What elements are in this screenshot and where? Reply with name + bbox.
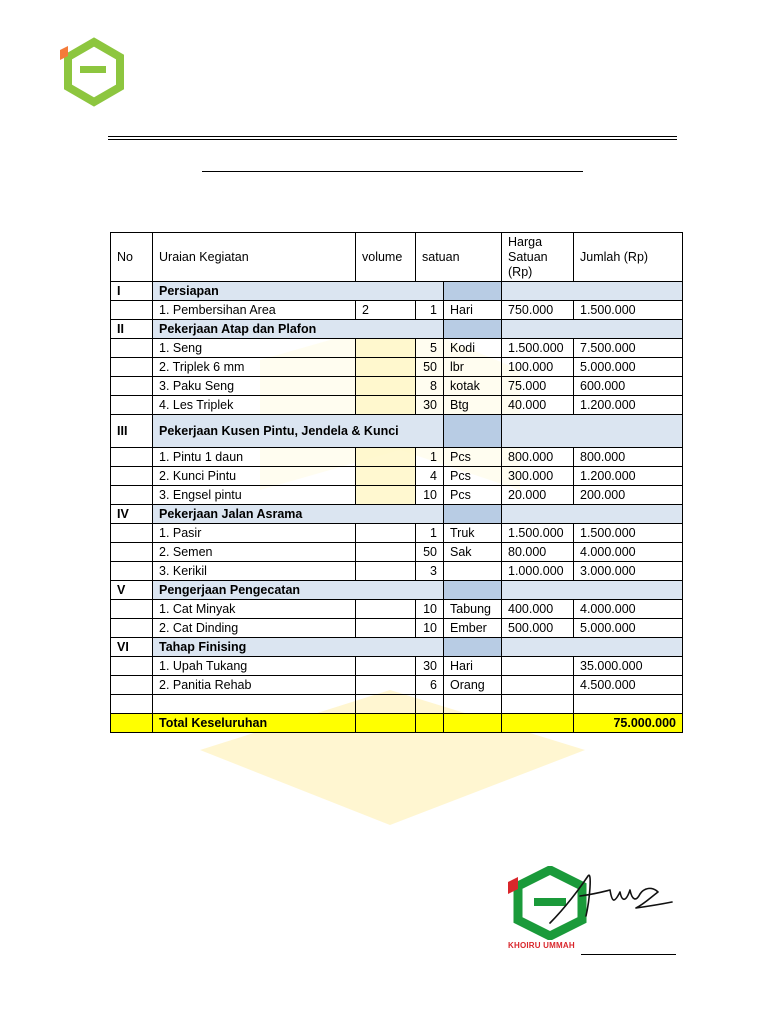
item-unit-price: 1.000.000 <box>502 562 574 581</box>
table-row <box>111 377 683 396</box>
item-unit: Pcs <box>444 448 502 467</box>
item-unit-price: 300.000 <box>502 467 574 486</box>
row-number <box>111 448 153 467</box>
item-description: 1. Pembersihan Area <box>153 301 356 320</box>
total-spacer <box>111 714 153 733</box>
item-volume <box>356 448 416 467</box>
item-description: 2. Triplek 6 mm <box>153 358 356 377</box>
section-number: I <box>111 282 153 301</box>
section-row <box>111 320 683 339</box>
item-description: 4. Les Triplek <box>153 396 356 415</box>
section-row <box>111 415 683 448</box>
item-unit: Btg <box>444 396 502 415</box>
item-total <box>574 695 683 714</box>
row-number <box>111 486 153 505</box>
item-quantity: 10 <box>416 619 444 638</box>
item-quantity: 1 <box>416 448 444 467</box>
item-total: 600.000 <box>574 377 683 396</box>
table-row <box>111 619 683 638</box>
table-row <box>111 301 683 320</box>
item-total: 4.000.000 <box>574 600 683 619</box>
table-row <box>111 358 683 377</box>
section-row <box>111 638 683 657</box>
total-row <box>111 714 683 733</box>
section-number: II <box>111 320 153 339</box>
item-volume <box>356 657 416 676</box>
item-total: 1.200.000 <box>574 467 683 486</box>
total-spacer <box>444 714 502 733</box>
item-total: 1.500.000 <box>574 524 683 543</box>
item-quantity <box>416 695 444 714</box>
item-unit-price: 100.000 <box>502 358 574 377</box>
item-total: 4.500.000 <box>574 676 683 695</box>
item-unit: Pcs <box>444 467 502 486</box>
row-number <box>111 676 153 695</box>
item-volume <box>356 467 416 486</box>
section-number: III <box>111 415 153 448</box>
item-unit: Pcs <box>444 486 502 505</box>
item-volume <box>356 486 416 505</box>
section-fill <box>502 505 683 524</box>
table-row <box>111 676 683 695</box>
item-quantity: 5 <box>416 339 444 358</box>
section-row <box>111 282 683 301</box>
section-row <box>111 505 683 524</box>
total-spacer <box>416 714 444 733</box>
row-number <box>111 543 153 562</box>
row-number <box>111 524 153 543</box>
item-unit-price <box>502 695 574 714</box>
item-unit-price: 80.000 <box>502 543 574 562</box>
item-unit: Orang <box>444 676 502 695</box>
row-number <box>111 339 153 358</box>
item-total: 5.000.000 <box>574 619 683 638</box>
item-description: 3. Engsel pintu <box>153 486 356 505</box>
item-total: 800.000 <box>574 448 683 467</box>
item-volume <box>356 543 416 562</box>
table-row <box>111 396 683 415</box>
item-unit-price: 75.000 <box>502 377 574 396</box>
item-unit-price <box>502 676 574 695</box>
total-spacer <box>356 714 416 733</box>
item-volume <box>356 396 416 415</box>
item-volume <box>356 695 416 714</box>
row-number <box>111 562 153 581</box>
row-number <box>111 358 153 377</box>
table-row <box>111 543 683 562</box>
section-number: VI <box>111 638 153 657</box>
section-marker <box>444 638 502 657</box>
handwritten-signature <box>540 868 675 928</box>
item-unit-price: 1.500.000 <box>502 339 574 358</box>
row-number <box>111 657 153 676</box>
item-description: 1. Upah Tukang <box>153 657 356 676</box>
item-description: 2. Panitia Rehab <box>153 676 356 695</box>
item-total: 5.000.000 <box>574 358 683 377</box>
item-unit: Tabung <box>444 600 502 619</box>
item-volume <box>356 524 416 543</box>
item-total: 35.000.000 <box>574 657 683 676</box>
title-underline <box>202 171 583 172</box>
item-unit: Ember <box>444 619 502 638</box>
section-title: Pengerjaan Pengecatan <box>153 581 444 600</box>
row-number <box>111 619 153 638</box>
item-quantity: 50 <box>416 543 444 562</box>
item-description: 1. Pintu 1 daun <box>153 448 356 467</box>
section-title: Persiapan <box>153 282 444 301</box>
item-total: 1.200.000 <box>574 396 683 415</box>
section-marker <box>444 505 502 524</box>
item-quantity: 3 <box>416 562 444 581</box>
item-description: 2. Semen <box>153 543 356 562</box>
item-unit <box>444 695 502 714</box>
item-description: 3. Paku Seng <box>153 377 356 396</box>
table-row <box>111 524 683 543</box>
item-quantity: 4 <box>416 467 444 486</box>
section-marker <box>444 282 502 301</box>
item-volume <box>356 339 416 358</box>
item-total: 1.500.000 <box>574 301 683 320</box>
item-unit: kotak <box>444 377 502 396</box>
item-total: 3.000.000 <box>574 562 683 581</box>
row-number <box>111 301 153 320</box>
item-volume <box>356 377 416 396</box>
table-row <box>111 600 683 619</box>
item-unit: Hari <box>444 657 502 676</box>
item-unit: Kodi <box>444 339 502 358</box>
item-quantity: 10 <box>416 600 444 619</box>
section-title: Pekerjaan Atap dan Plafon <box>153 320 444 339</box>
item-description: 1. Cat Minyak <box>153 600 356 619</box>
section-fill <box>502 282 683 301</box>
item-total: 200.000 <box>574 486 683 505</box>
item-description <box>153 695 356 714</box>
row-number <box>111 377 153 396</box>
item-quantity: 30 <box>416 657 444 676</box>
section-number: IV <box>111 505 153 524</box>
item-unit <box>444 562 502 581</box>
table-row <box>111 467 683 486</box>
table-row <box>111 486 683 505</box>
item-description: 1. Pasir <box>153 524 356 543</box>
row-number <box>111 695 153 714</box>
header-uraian: Uraian Kegiatan <box>153 233 356 282</box>
total-label: Total Keseluruhan <box>153 714 356 733</box>
item-volume <box>356 358 416 377</box>
item-unit-price: 400.000 <box>502 600 574 619</box>
item-volume: 2 <box>356 301 416 320</box>
item-unit-price: 20.000 <box>502 486 574 505</box>
brand-name: KHOIRU UMMAH <box>508 941 575 950</box>
item-description: 3. Kerikil <box>153 562 356 581</box>
section-row <box>111 581 683 600</box>
item-volume <box>356 562 416 581</box>
item-quantity: 10 <box>416 486 444 505</box>
item-unit-price: 750.000 <box>502 301 574 320</box>
header-no: No <box>111 233 153 282</box>
section-marker <box>444 320 502 339</box>
table-row <box>111 657 683 676</box>
header-harga: Harga Satuan (Rp) <box>502 233 574 282</box>
row-number <box>111 467 153 486</box>
table-row <box>111 695 683 714</box>
item-quantity: 8 <box>416 377 444 396</box>
section-fill <box>502 320 683 339</box>
item-quantity: 1 <box>416 301 444 320</box>
section-number: V <box>111 581 153 600</box>
item-unit-price <box>502 657 574 676</box>
section-fill <box>502 415 683 448</box>
section-title: Pekerjaan Kusen Pintu, Jendela & Kunci <box>153 415 444 448</box>
item-description: 2. Kunci Pintu <box>153 467 356 486</box>
total-spacer <box>502 714 574 733</box>
item-unit-price: 800.000 <box>502 448 574 467</box>
item-unit-price: 500.000 <box>502 619 574 638</box>
item-unit: Sak <box>444 543 502 562</box>
row-number <box>111 600 153 619</box>
section-title: Tahap Finising <box>153 638 444 657</box>
header-satuan: satuan <box>416 233 502 282</box>
signature-line <box>581 954 676 955</box>
section-title: Pekerjaan Jalan Asrama <box>153 505 444 524</box>
item-total: 4.000.000 <box>574 543 683 562</box>
budget-table <box>110 232 683 733</box>
section-marker <box>444 415 502 448</box>
item-quantity: 50 <box>416 358 444 377</box>
total-value: 75.000.000 <box>574 714 683 733</box>
item-description: 2. Cat Dinding <box>153 619 356 638</box>
table-header-row <box>111 233 683 282</box>
table-row <box>111 448 683 467</box>
item-volume <box>356 676 416 695</box>
section-fill <box>502 638 683 657</box>
header-volume: volume <box>356 233 416 282</box>
item-unit: Truk <box>444 524 502 543</box>
section-marker <box>444 581 502 600</box>
item-quantity: 6 <box>416 676 444 695</box>
header-double-rule <box>108 136 677 140</box>
item-volume <box>356 619 416 638</box>
item-unit-price: 1.500.000 <box>502 524 574 543</box>
item-unit-price: 40.000 <box>502 396 574 415</box>
item-description: 1. Seng <box>153 339 356 358</box>
header-jumlah: Jumlah (Rp) <box>574 233 683 282</box>
row-number <box>111 396 153 415</box>
house-logo-icon <box>56 36 128 108</box>
table-row <box>111 562 683 581</box>
item-unit: Hari <box>444 301 502 320</box>
table-row <box>111 339 683 358</box>
item-unit: lbr <box>444 358 502 377</box>
item-quantity: 30 <box>416 396 444 415</box>
section-fill <box>502 581 683 600</box>
item-total: 7.500.000 <box>574 339 683 358</box>
item-quantity: 1 <box>416 524 444 543</box>
item-volume <box>356 600 416 619</box>
